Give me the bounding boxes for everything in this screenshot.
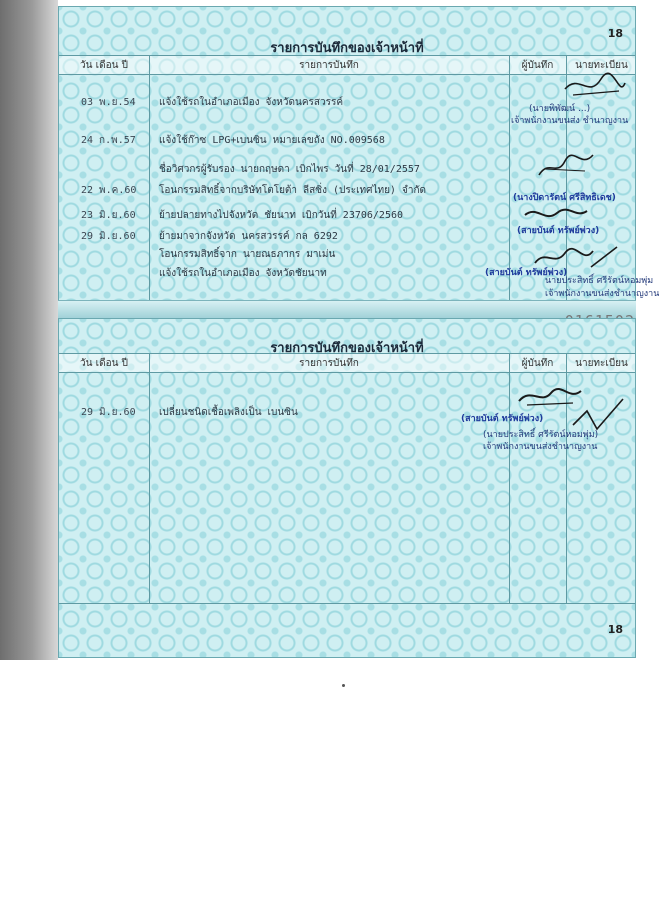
entry-text: แจ้งใช้รถในอำเภอเมือง จังหวัดชัยนาท <box>159 268 327 279</box>
stamp-name: (สายบันต์ ทรัพย์พ่วง) <box>485 268 568 278</box>
upper-header-row <box>59 55 635 75</box>
signature-mark <box>521 203 591 225</box>
lower-sheet-title: รายการบันทึกของเจ้าหน้าที่ <box>270 341 424 356</box>
stamp-name: (สายบันต์ ทรัพย์พ่วง) <box>461 414 544 424</box>
entry-text: ย้ายปลายทางไปจังหวัด ชัยนาท เบิกวันที่ 23706/2560 <box>159 210 404 221</box>
entry-date: 29 มิ.ย.60 <box>81 407 136 418</box>
entry-text: ย้ายมาจากจังหวัด นครสวรรค์ กล 6292 <box>159 231 338 242</box>
header-registrar: นายทะเบียน <box>575 60 628 71</box>
header-entry: รายการบันทึก <box>299 60 359 71</box>
entry-date: 22 พ.ค.60 <box>81 185 137 196</box>
header-registrar: นายทะเบียน <box>575 358 628 369</box>
binding-shadow <box>0 0 58 660</box>
stamp-title: เจ้าพนักงานขนส่งชำนาญงาน <box>545 289 659 299</box>
entry-text: เปลี่ยนชนิดเชื้อเพลิงเป็น เบนซิน <box>159 407 298 418</box>
column-divider <box>509 353 510 603</box>
upper-record-sheet <box>58 6 659 306</box>
column-divider <box>149 55 150 307</box>
entry-text: แจ้งใช้ก๊าซ LPG+เบนซิน หมายเลขถัง NO.009568 <box>159 135 385 146</box>
stamp-name: (นางปิดารัตน์ ศรีสิทธิเดช) <box>513 193 616 203</box>
entry-text: โอนกรรมสิทธิ์จาก นายณธภากร มาเม่น <box>159 249 336 260</box>
header-recorder: ผู้บันทึก <box>521 358 554 369</box>
header-entry: รายการบันทึก <box>299 358 359 369</box>
header-recorder: ผู้บันทึก <box>521 60 554 71</box>
header-date: วัน เดือน ปี <box>80 358 128 369</box>
entry-date: 24 ก.พ.57 <box>81 135 136 146</box>
stamp-title: เจ้าพนักงานขนส่ง ชำนาญงาน <box>511 116 629 126</box>
lower-header-row <box>59 353 635 373</box>
stamp-title: เจ้าพนักงานขนส่งชำนาญงาน <box>483 442 598 452</box>
lower-page-number: 18 <box>607 623 623 636</box>
stamp-name: (นายประสิทธิ์ ศรีรัตน์หอมพุ่ม) <box>483 430 599 440</box>
entry-text: โอนกรรมสิทธิ์จากบริษัทโตโยต้า ลีสซิ่ง (ประเทศไทย) จำกัด <box>159 185 426 196</box>
stamp-name: (นายพิพัฒน์ ...) <box>529 104 591 114</box>
entry-date: 23 มิ.ย.60 <box>81 210 136 221</box>
upper-page-number: 18 <box>607 27 623 40</box>
table-bottom-border <box>59 603 635 604</box>
stray-mark <box>342 684 345 687</box>
upper-sheet-title: รายการบันทึกของเจ้าหน้าที่ <box>270 41 424 56</box>
lower-record-sheet <box>58 318 636 658</box>
entry-text: แจ้งใช้รถในอำเภอเมือง จังหวัดนครสวรรค์ <box>159 97 344 108</box>
entry-text: ชื่อวิศวกรผู้รับรอง นายกฤษดา เบิกไพร วันที่ 28/01/2557 <box>159 164 420 175</box>
entry-date: 03 พ.ย.54 <box>81 97 136 108</box>
stamp-name: (สายบันต์ ทรัพย์พ่วง) <box>517 226 600 236</box>
signature-mark <box>535 149 599 183</box>
column-divider <box>149 353 150 603</box>
stamp-name: นายประสิทธิ์ ศรีรัตน์หอมพุ่ม <box>545 276 654 286</box>
header-date: วัน เดือน ปี <box>80 60 128 71</box>
entry-date: 29 มิ.ย.60 <box>81 231 136 242</box>
